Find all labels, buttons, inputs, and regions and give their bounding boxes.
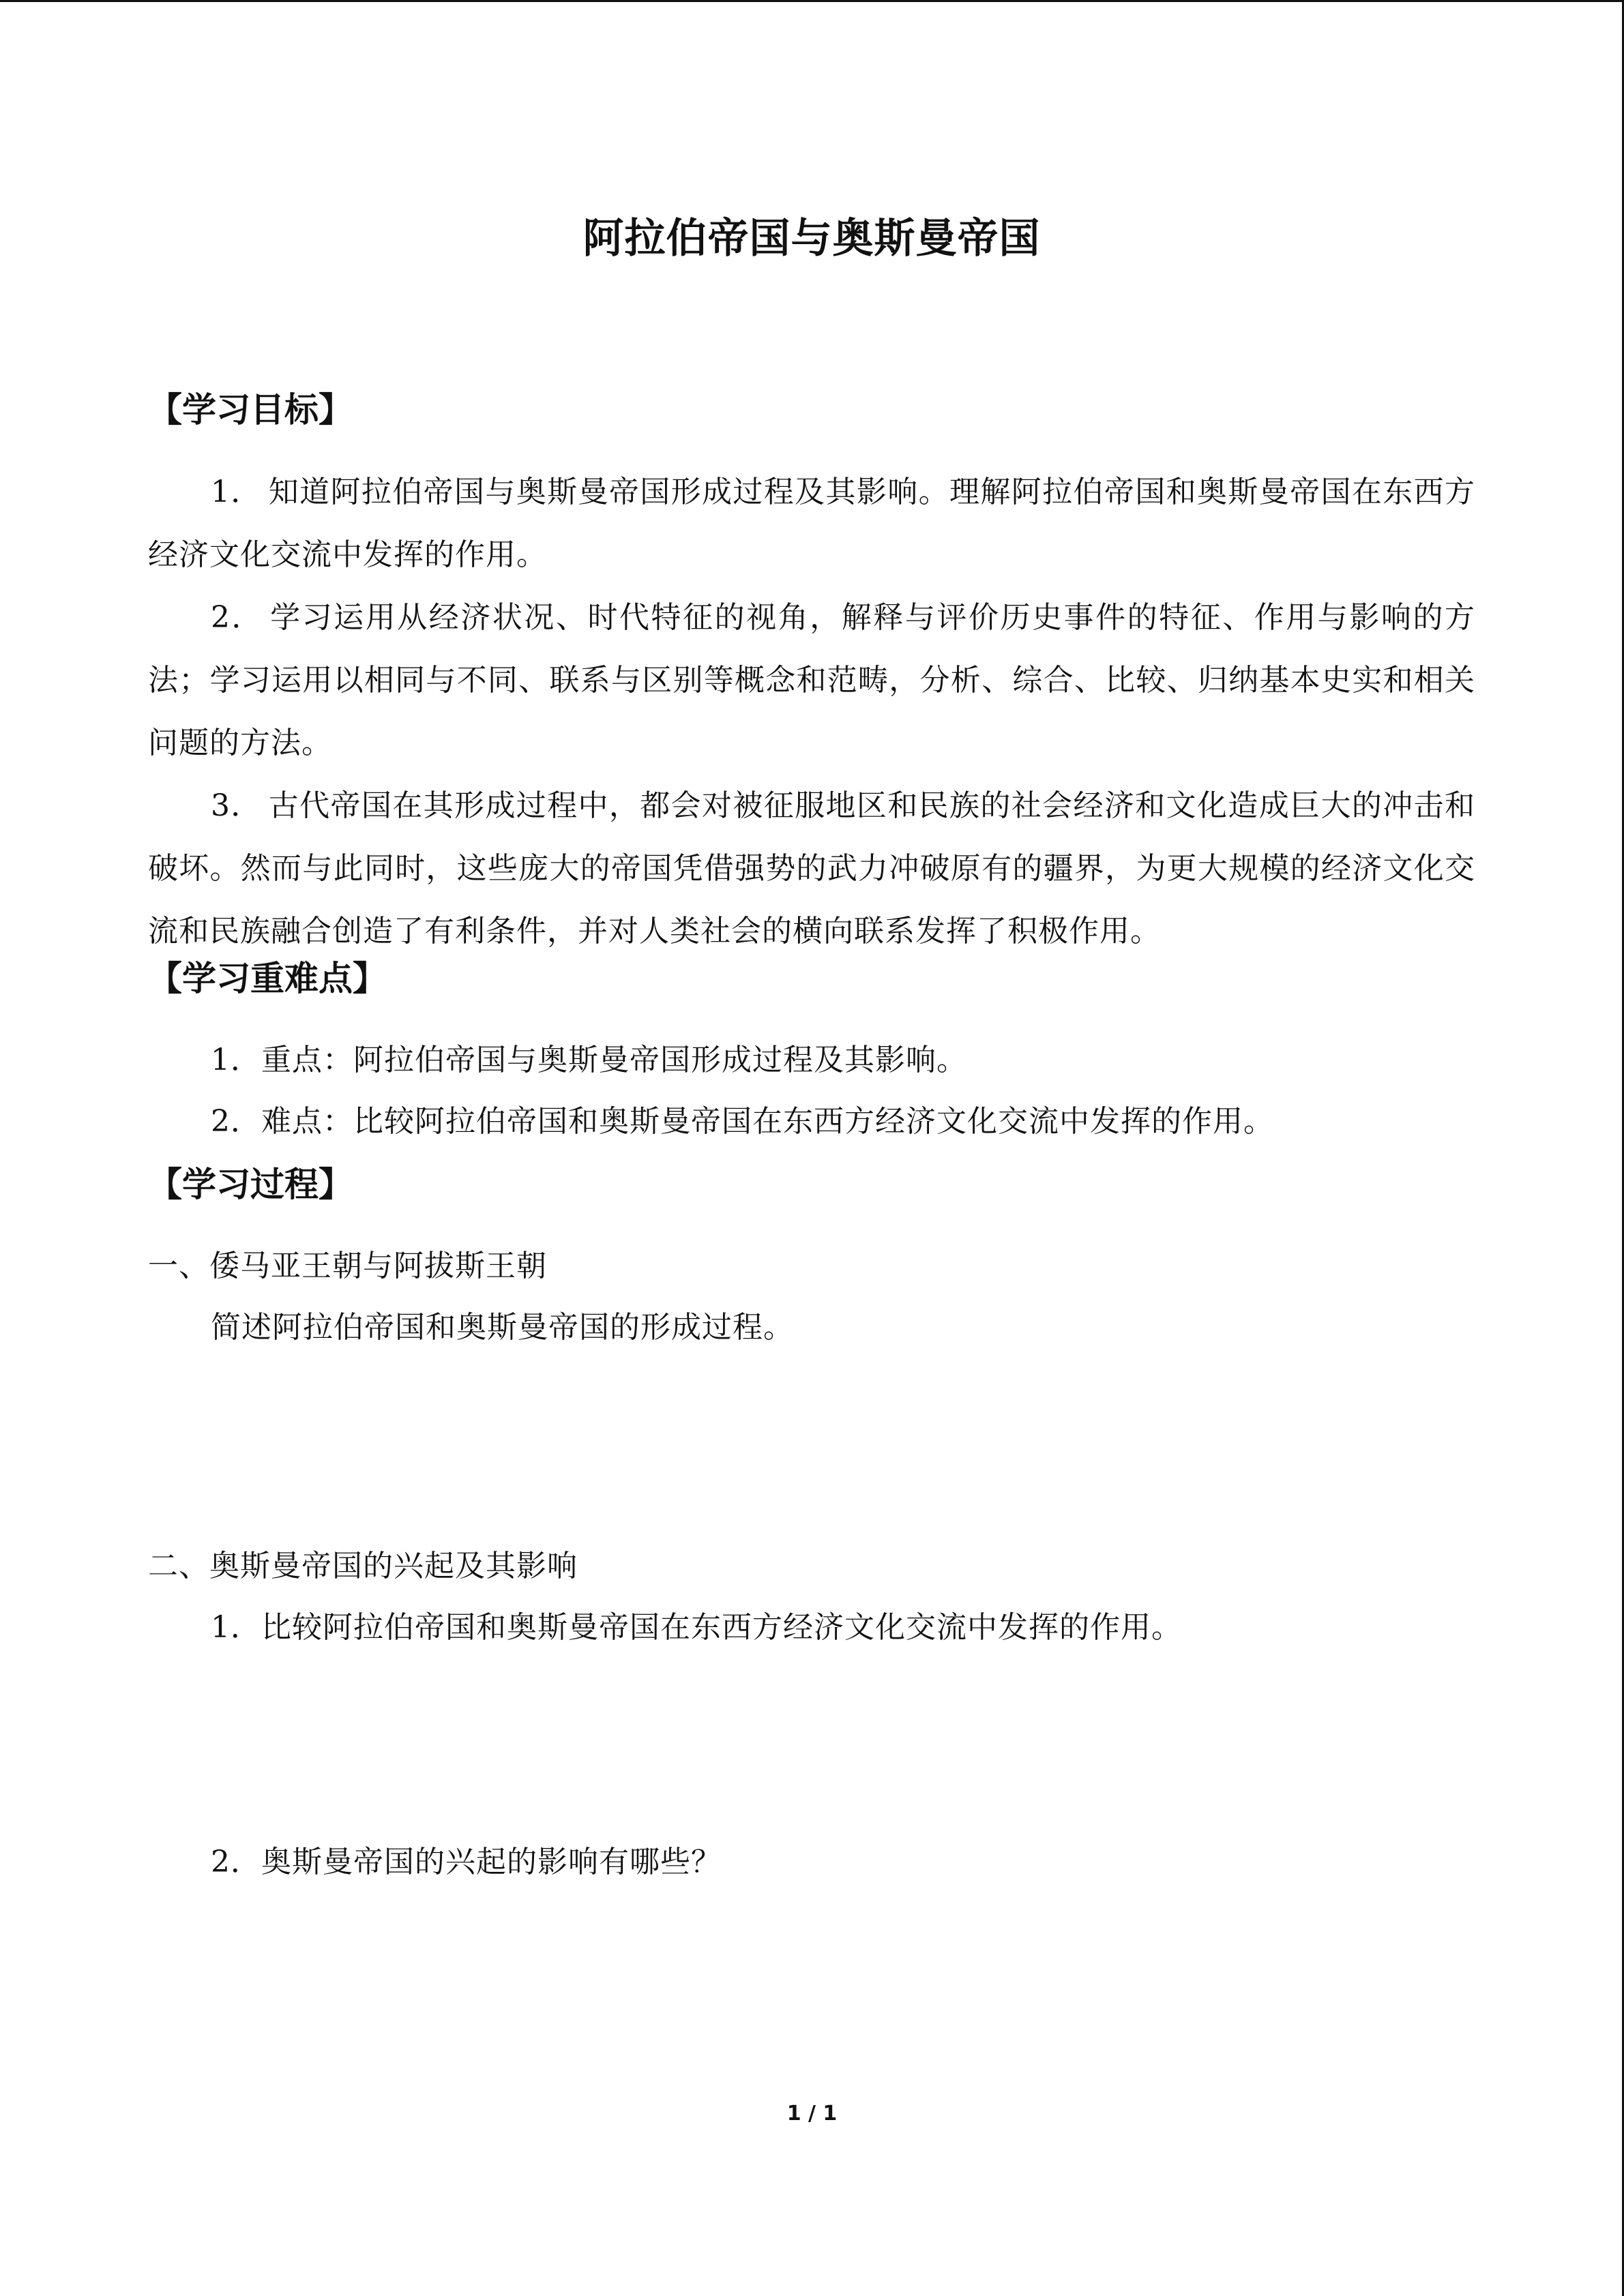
answer-space-part2-q2[interactable] <box>148 1896 1475 2073</box>
process-part1-question: 简述阿拉伯帝国和奥斯曼帝国的形成过程。 <box>211 1310 794 1345</box>
question-text: 奥斯曼帝国的兴起的影响有哪些？ <box>261 1845 722 1879</box>
question-number: 2． <box>211 1845 261 1879</box>
key-point-number: 2． <box>211 1104 261 1139</box>
objective-number: 1． <box>211 475 262 509</box>
document-title: 阿拉伯帝国与奥斯曼帝国 <box>582 215 1041 263</box>
question-text: 比较阿拉伯帝国和奥斯曼帝国在东西方经济文化交流中发挥的作用。 <box>261 1610 1182 1645</box>
objective-item-2 <box>148 586 1475 775</box>
section-heading-key-points: 【学习重难点】 <box>148 959 387 998</box>
process-part2-question-1 <box>211 1604 1182 1652</box>
answer-space-part1[interactable] <box>148 1357 1475 1534</box>
question-number: 1． <box>211 1610 261 1645</box>
objective-item-1 <box>148 461 1475 586</box>
section-heading-objectives: 【学习目标】 <box>148 390 353 430</box>
key-point-number: 1． <box>211 1043 261 1077</box>
key-point-item-2 <box>211 1098 1274 1146</box>
process-part1-title: 一、倭马亚王朝与阿拔斯王朝 <box>148 1249 547 1283</box>
process-part2-title: 二、奥斯曼帝国的兴起及其影响 <box>148 1549 578 1583</box>
objective-number: 3． <box>211 788 262 823</box>
key-point-text: 重点：阿拉伯帝国与奥斯曼帝国形成过程及其影响。 <box>261 1043 967 1077</box>
objective-text: 古代帝国在其形成过程中，都会对被征服地区和民族的社会经济和文化造成巨大的冲击和破坏。然而与此同时，这些庞大的帝国凭借强势的武力冲破原有的疆界，为更大规模的经济文化交流和民族融合创造了有利条件，并对人类社会的横向联系发挥了积极作用。 <box>148 788 1475 949</box>
answer-space-part2-q1[interactable] <box>148 1657 1475 1828</box>
objective-text: 知道阿拉伯帝国与奥斯曼帝国形成过程及其影响。理解阿拉伯帝国和奥斯曼帝国在东西方经济文化交流中发挥的作用。 <box>148 475 1475 572</box>
section-heading-process: 【学习过程】 <box>148 1165 353 1204</box>
process-part2-question-2 <box>211 1838 722 1886</box>
objective-item-3 <box>148 775 1475 963</box>
page-border-top <box>0 0 1624 2</box>
objective-text: 学习运用从经济状况、时代特征的视角，解释与评价历史事件的特征、作用与影响的方法；学习运用以相同与不同、联系与区别等概念和范畴，分析、综合、比较、归纳基本史实和相关问题的方法。 <box>148 600 1475 760</box>
objective-number: 2． <box>211 600 264 635</box>
key-point-item-1 <box>211 1037 967 1084</box>
page-number: 1 / 1 <box>786 2102 838 2126</box>
key-point-text: 难点：比较阿拉伯帝国和奥斯曼帝国在东西方经济文化交流中发挥的作用。 <box>261 1104 1274 1139</box>
